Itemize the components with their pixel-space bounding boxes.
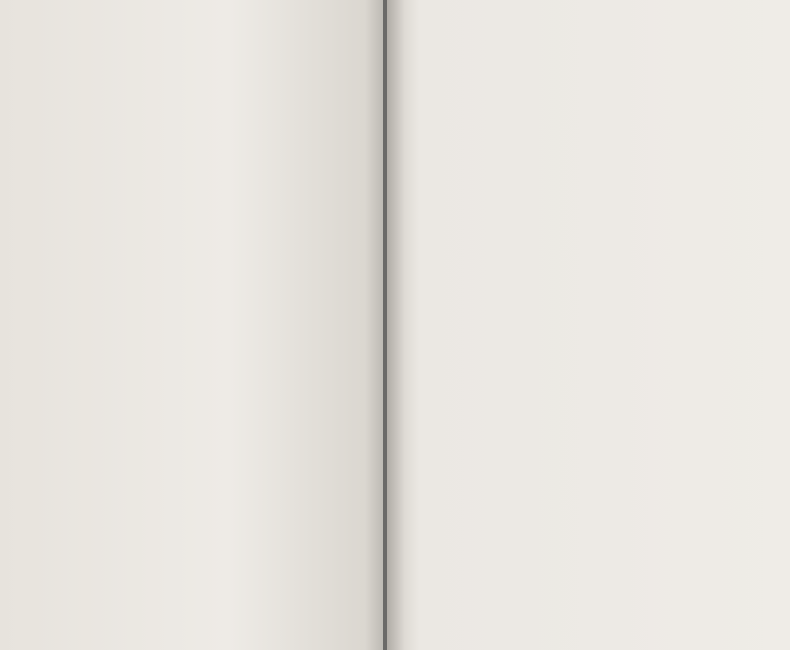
right-toc [417,56,757,60]
left-toc [14,68,366,77]
left-page [0,0,383,650]
right-page [387,0,790,650]
